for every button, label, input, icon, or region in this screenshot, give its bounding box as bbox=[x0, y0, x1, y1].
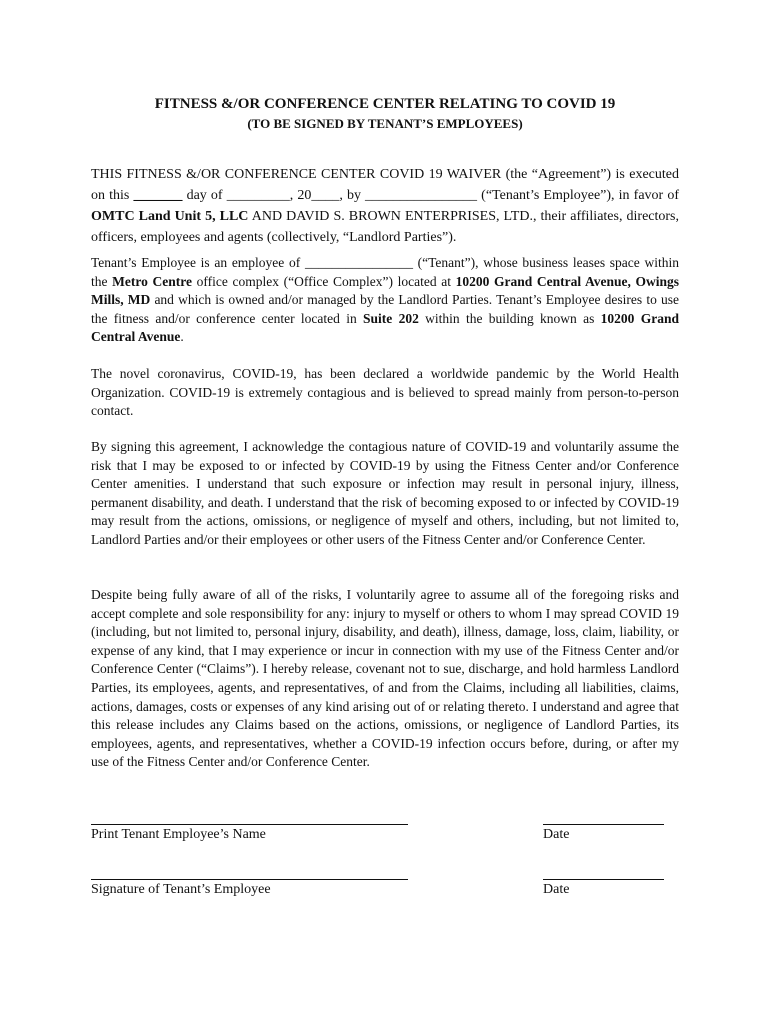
agreement-intro-paragraph bbox=[91, 164, 679, 248]
landlord-entity-name: OMTC Land Unit 5, LLC bbox=[91, 209, 249, 224]
employee-text-1: Tenant’s Employee is an employee of ________________ (“Tenant”), whose business leases space within the bbox=[91, 255, 679, 289]
date-line-1[interactable] bbox=[543, 824, 664, 825]
name-signature-line[interactable] bbox=[91, 824, 408, 825]
date-label-2: Date bbox=[543, 882, 570, 897]
complex-name: Metro Centre bbox=[112, 273, 192, 289]
intro-text-2: day of _________, 20____, by ________________ (“Tenant’s Employee”), in favor of bbox=[182, 188, 679, 203]
day-blank: _______ bbox=[133, 188, 183, 203]
complex-address: 10200 Grand Central Avenue, Owings Mills, MD bbox=[91, 273, 679, 308]
covid-background-paragraph: The novel coronavirus, COVID-19, has been declared a worldwide pandemic by the World Health Organization. COVID-19 is extremely contagious and is believed to spread mainly from person-to-person contact. bbox=[91, 366, 679, 419]
intro-text-1: THIS FITNESS &/OR CONFERENCE CENTER COVID 19 WAIVER (the “Agreement”) is executed on this bbox=[91, 167, 679, 203]
date-line-2[interactable] bbox=[543, 879, 664, 880]
tenant-employee-paragraph bbox=[91, 254, 679, 347]
date-label-1: Date bbox=[543, 827, 570, 842]
employee-text-3: and which is owned and/or managed by the Landlord Parties. Tenant’s Employee desires to use the fitness and/or conference center located in bbox=[91, 292, 679, 326]
suite-number: Suite 202 bbox=[363, 310, 419, 326]
intro-text-3: AND DAVID S. BROWN ENTERPRISES, LTD., their affiliates, directors, officers, employees and agents (collectively, “Landlord Parties”). bbox=[91, 209, 679, 245]
employee-text-4: within the building known as bbox=[418, 310, 601, 326]
employee-text-5: . bbox=[180, 329, 184, 345]
employee-text-2: office complex (“Office Complex”) located at bbox=[192, 273, 456, 289]
building-name: 10200 Grand Central Avenue bbox=[91, 310, 679, 345]
release-paragraph: Despite being fully aware of all of the risks, I voluntarily agree to assume all of the foregoing risks and accept complete and sole responsibility for any: injury to myself or others to whom I may spread COVID 19 (including, but not limited to, personal injury, disability, and death), illness, damage, loss, claim, liability, or expense of any kind, that I may experience or incur in connection with my use of the Fitness Center and/or Conference Center (“Claims”). I hereby release, covenant not to sue, discharge, and hold harmless Landlord Parties, its employees, agents, and representatives, of and from the Claims, including all liabilities, claims, actions, damages, costs or expenses of any kind arising out of or relating thereto. I understand and agree that this release includes any Claims based on the actions, omissions, or negligence of Landlord Parties, its employees, agents, and representatives, whether a COVID-19 infection occurs before, during, or after my use of the Fitness Center and/or Conference Center. bbox=[91, 587, 679, 770]
document-subtitle: (TO BE SIGNED BY TENANT’S EMPLOYEES) bbox=[247, 116, 523, 131]
print-name-label: Print Tenant Employee’s Name bbox=[91, 827, 266, 842]
employee-signature-line[interactable] bbox=[91, 879, 408, 880]
document-title: FITNESS &/OR CONFERENCE CENTER RELATING TO COVID 19 bbox=[154, 96, 616, 112]
risk-acknowledgement-paragraph: By signing this agreement, I acknowledge the contagious nature of COVID-19 and voluntarily assume the risk that I may be exposed to or infected by COVID-19 by using the Fitness Center and/or Conference Center amenities. I understand that such exposure or infection may result in personal injury, illness, permanent disability, and death. I understand that the risk of becoming exposed to or infected by COVID-19 may result from the actions, omissions, or negligence of myself and others, including, but not limited to, Landlord Parties and/or their employees or other users of the Fitness Center and/or Conference Center. bbox=[91, 439, 679, 547]
signature-label: Signature of Tenant’s Employee bbox=[91, 882, 271, 897]
